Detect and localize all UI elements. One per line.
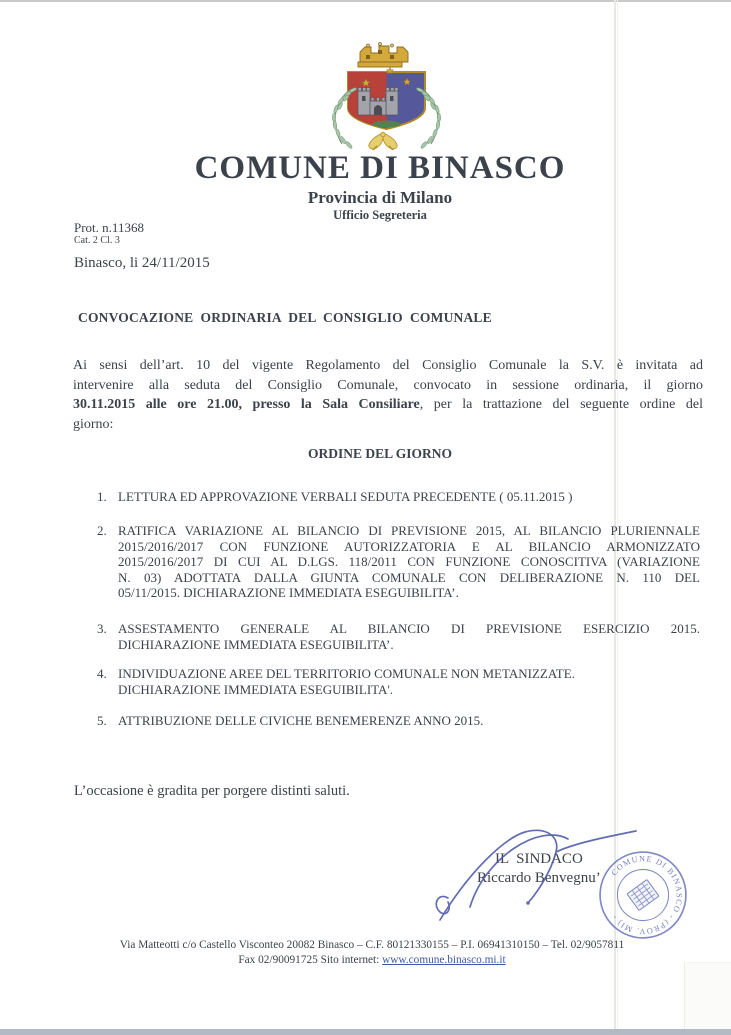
- agenda-item-line: DICHIARAZIONE IMMEDIATA ESEGUIBILITA’.: [118, 636, 394, 652]
- intro-line: intervenire alla seduta del Consiglio Comunale, convocato in sessione ordinaria, il giorno: [73, 377, 703, 393]
- ribbon-bow-icon: [369, 132, 397, 150]
- agenda-item-line: N. 03) ADOTTATA DALLA GIUNTA COMUNALE CON DELIBERAZIONE N. 110 DEL: [118, 569, 700, 585]
- item-number: 4.: [97, 666, 107, 682]
- subject-heading: CONVOCAZIONE ORDINARIA DEL CONSIGLIO COMUNALE: [78, 310, 492, 325]
- agenda-list: [97, 489, 700, 728]
- intro-line: 30.11.2015 alle ore 21.00, presso la Sala Consiliare, per la trattazione del seguente ordine del: [73, 397, 703, 412]
- stamp-ring-text: COMUNE DI BINASCO - (PROV. MI) -: [609, 854, 684, 936]
- scan-corner-shade: [684, 962, 731, 1030]
- agenda-item-line: 2015/2016/2017 DI CUI AL D.LGS. 118/2011 CON FUNZIONE CONOSCITIVA (VARIAZIONE: [118, 554, 700, 570]
- closing-salutation: L’occasione è gradita per porgere distinti saluti.: [74, 783, 350, 799]
- agenda-item-line: 2015/2016/2017 CON FUNZIONE AUTORIZZATORIA E AL BILANCIO ARMONIZZATO: [118, 538, 700, 554]
- agenda-item-line: DICHIARAZIONE IMMEDIATA ESEGUIBILITA'.: [118, 681, 394, 697]
- scan-top-edge: [0, 0, 731, 2]
- agenda-item: [97, 666, 700, 697]
- protocol-number: Prot. n.11368: [74, 220, 144, 235]
- agenda-item-line: INDIVIDUAZIONE AREE DEL TERRITORIO COMUNALE NON METANIZZATE.: [118, 666, 575, 682]
- intro-line: giorno:: [73, 416, 114, 432]
- scan-bottom-edge: [0, 1029, 731, 1035]
- crown-icon: [358, 43, 408, 67]
- item-number: 5.: [97, 713, 107, 729]
- intro-line: Ai sensi dell’art. 10 del vigente Regolamento del Consiglio Comunale la S.V. è invitata ad: [73, 358, 703, 373]
- intro-paragraph: [73, 356, 703, 434]
- agenda-item: [97, 713, 700, 728]
- letter-footer: [16, 938, 728, 968]
- agenda-heading: ORDINE DEL GIORNO: [307, 446, 453, 461]
- item-number: 3.: [97, 621, 107, 637]
- footer-contact: Fax 02/90091725 Sito internet: www.comune.binasco.mi.it: [238, 954, 506, 966]
- agenda-item-line: LETTURA ED APPROVAZIONE VERBALI SEDUTA PRECEDENTE ( 05.11.2015 ): [118, 489, 573, 504]
- website-link[interactable]: www.comune.binasco.mi.it: [382, 954, 506, 966]
- page-title: COMUNE DI BINASCO: [194, 150, 566, 186]
- footer-address: Via Matteotti c/o Castello Visconteo 20082 Binasco – C.F. 80121330155 – P.I. 06941310150 – Tel. 02/9057811: [119, 939, 625, 951]
- agenda-item: [97, 523, 700, 600]
- agenda-item-line: ATTRIBUZIONE DELLE CIVICHE BENEMERENZE ANNO 2015.: [118, 713, 484, 729]
- meeting-datetime-bold: 30.11.2015 alle ore 21.00, presso la Sala Consiliare: [73, 397, 420, 412]
- classification-code: Cat. 2 Cl. 3: [74, 235, 120, 246]
- dateline: Binasco, li 24/11/2015: [74, 255, 210, 271]
- agenda-item: [97, 621, 700, 652]
- agenda-item: [97, 489, 700, 504]
- agenda-item-line: 05/11/2015. DICHIARAZIONE IMMEDIATA ESEGUIBILITA’.: [118, 585, 459, 601]
- shield-icon: [348, 67, 425, 129]
- signer-role: IL SINDACO: [495, 851, 583, 867]
- signer-name: Riccardo Benvegnu’: [477, 870, 601, 886]
- round-stamp-icon: [590, 842, 696, 948]
- agenda-item-line: RATIFICA VARIAZIONE AL BILANCIO DI PREVISIONE 2015, AL BILANCIO PLURIENNALE: [118, 523, 700, 539]
- item-number: 2.: [97, 523, 107, 539]
- office-label: Ufficio Segreteria: [333, 208, 427, 222]
- coat-of-arms-icon: [310, 38, 450, 150]
- province-subtitle: Provincia di Milano: [307, 188, 453, 207]
- item-number: 1.: [97, 489, 107, 504]
- agenda-item-line: ASSESTAMENTO GENERALE AL BILANCIO DI PREVISIONE ESERCIZIO 2015.: [118, 621, 700, 637]
